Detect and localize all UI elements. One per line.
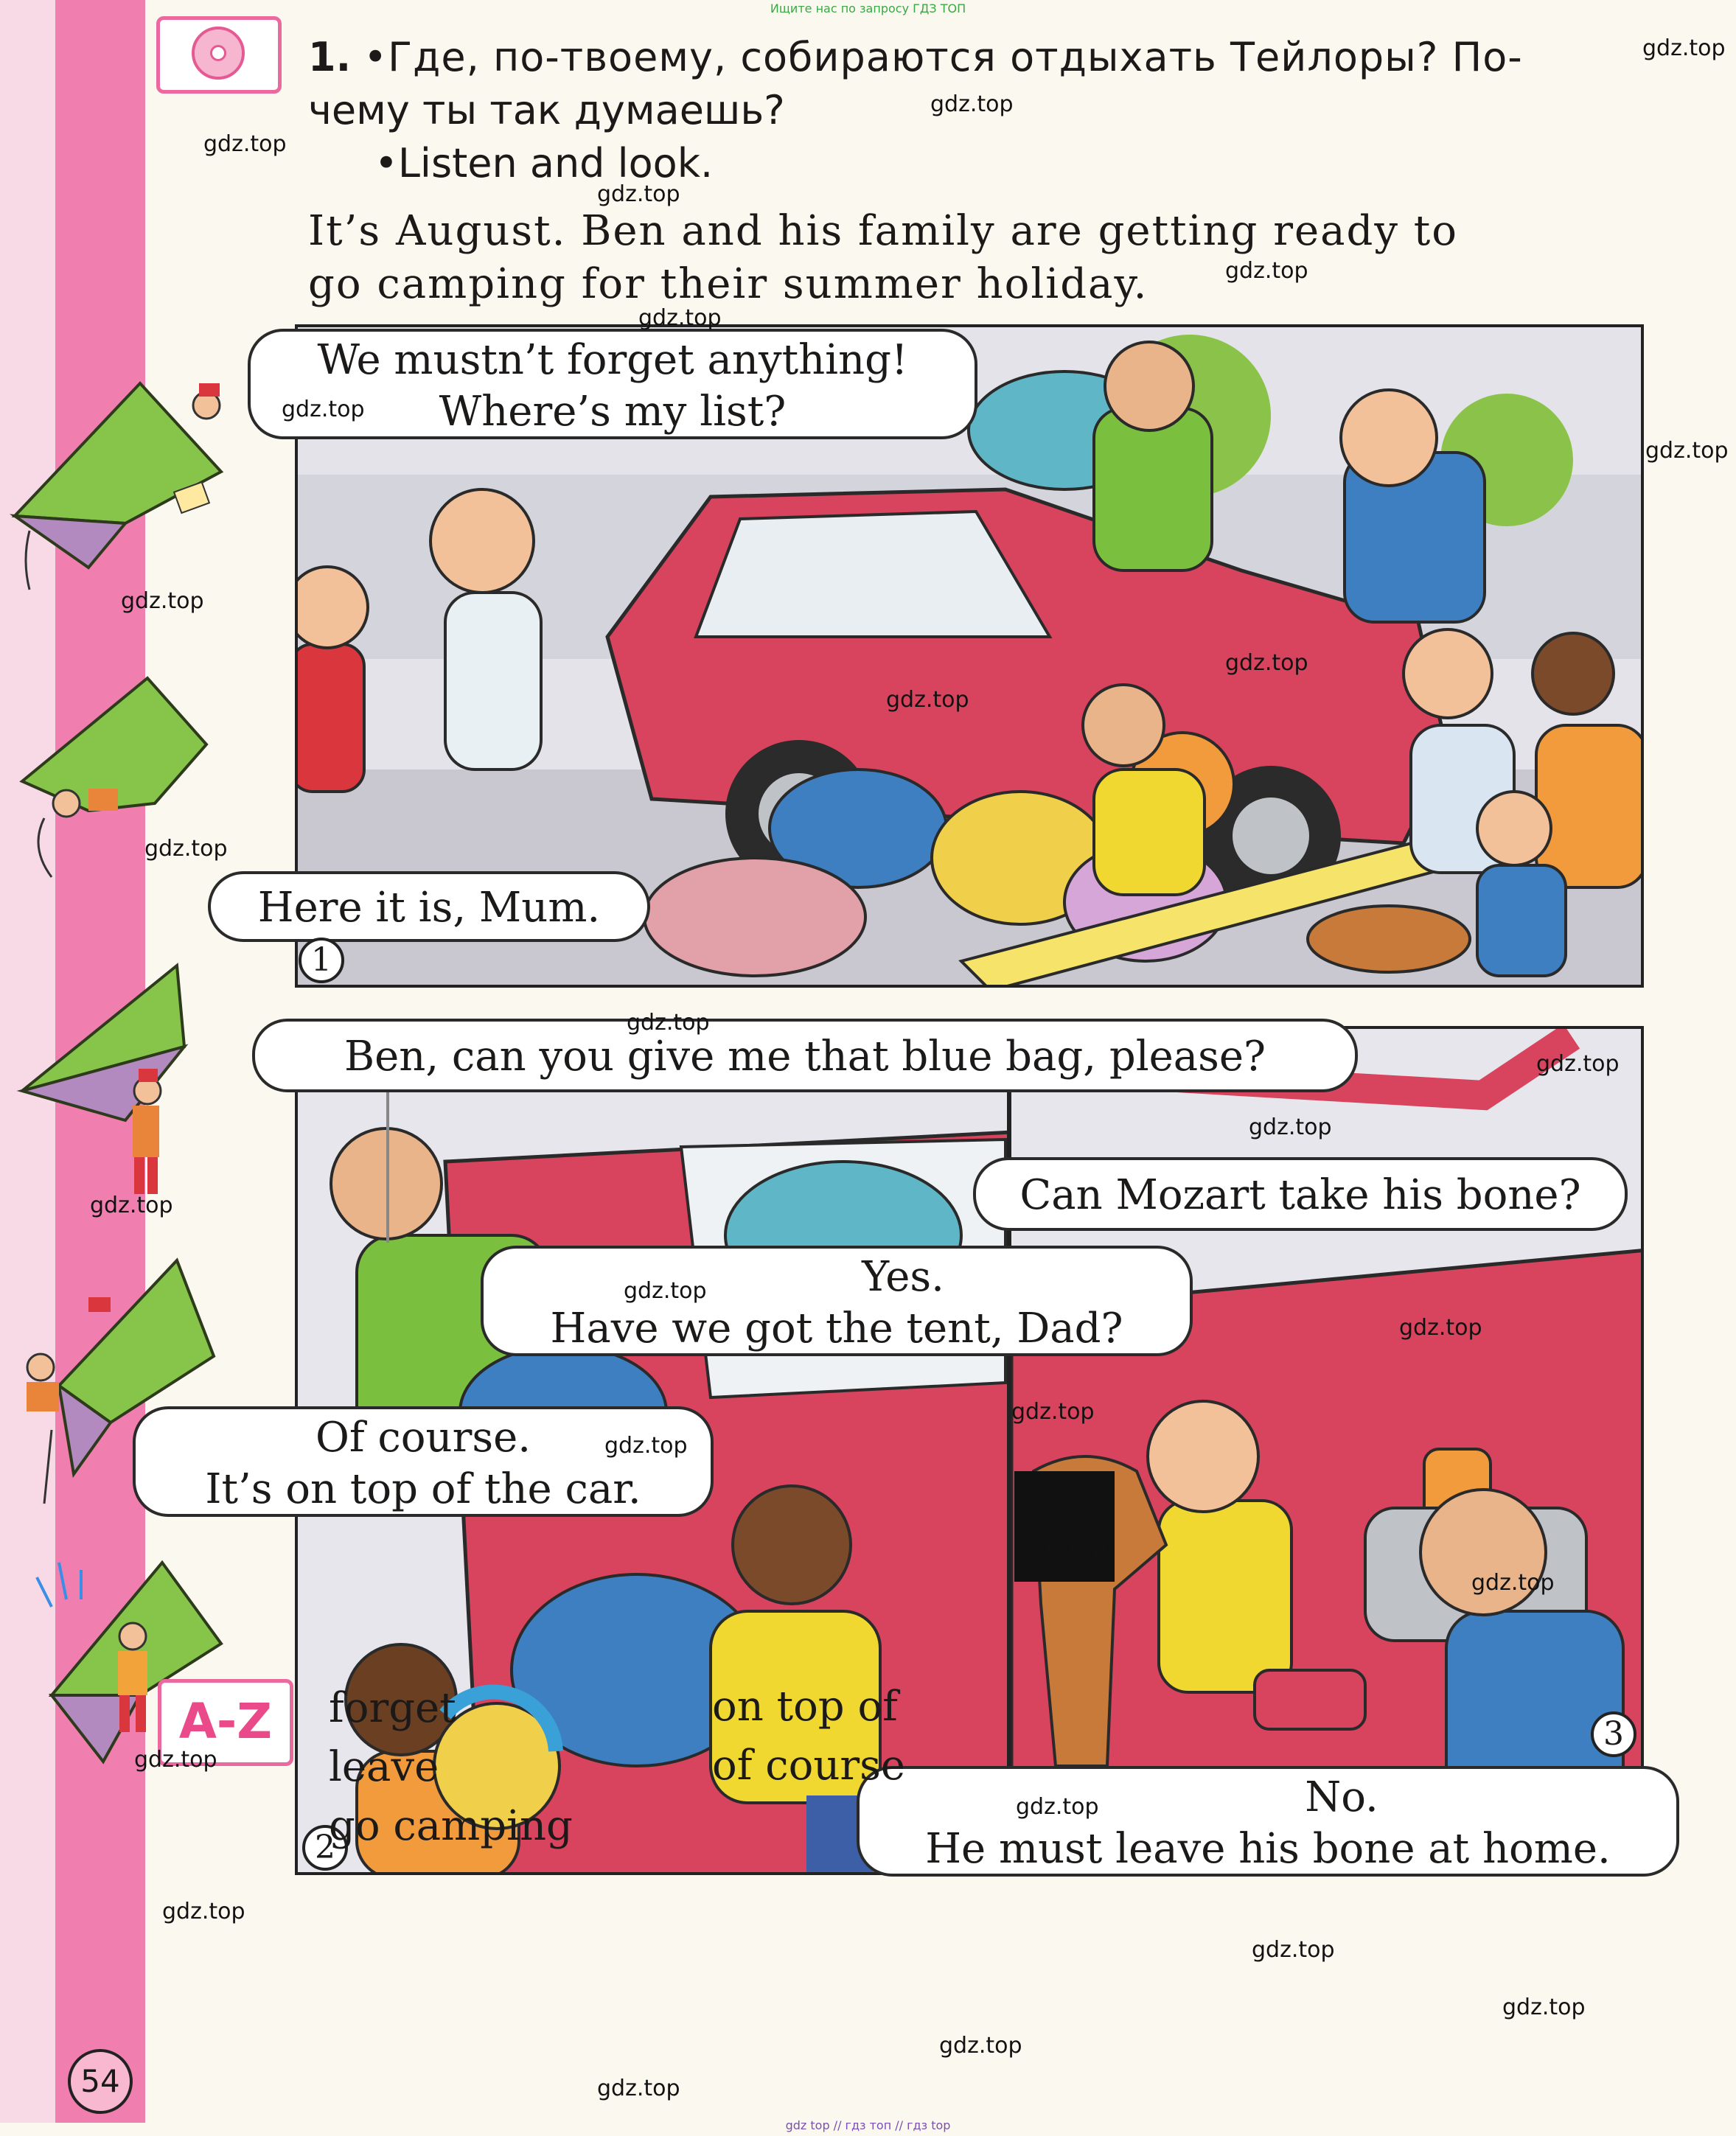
- top-banner: Ищите нас по запросу ГДЗ ТОП: [770, 1, 966, 15]
- kites-illustration: [0, 354, 251, 1791]
- watermark: gdz.top: [1645, 438, 1729, 464]
- bottom-banner: gdz top // гдз топ // гдз top: [785, 2118, 951, 2132]
- watermark: gdz.top: [1399, 1315, 1482, 1341]
- panel-number-1: 1: [299, 938, 344, 983]
- watermark: gdz.top: [886, 687, 969, 713]
- watermark: gdz.top: [134, 1747, 217, 1773]
- bubble-text-line2: Have we got the tent, Dad?: [550, 1305, 1123, 1353]
- kite-3-icon: [22, 966, 184, 1194]
- exercise-heading: [308, 31, 1701, 84]
- watermark: gdz.top: [604, 1433, 688, 1459]
- bubble-text: Can Mozart take his bone?: [1019, 1171, 1581, 1219]
- watermark: gdz.top: [597, 181, 680, 207]
- speech-bubble-dad: [133, 1406, 714, 1517]
- watermark: gdz.top: [1536, 1051, 1620, 1077]
- exercise-instruction-en: •Listen and look.: [374, 140, 714, 186]
- intro-line-1: It’s August. Ben and his family are getting ready to: [308, 207, 1458, 255]
- panel-number-2: 2: [302, 1825, 348, 1871]
- exercise-number: 1.: [308, 34, 352, 80]
- vocab-word: on top of: [712, 1683, 898, 1731]
- watermark: gdz.top: [282, 397, 365, 422]
- watermark: gdz.top: [1023, 1536, 1106, 1562]
- watermark: gdz.top: [1642, 35, 1726, 61]
- bubble-text: Ben, can you give me that blue bag, please?: [344, 1033, 1266, 1081]
- speech-bubble-mum-blue-bag: [252, 1019, 1358, 1092]
- watermark: gdz.top: [203, 131, 287, 157]
- watermark: gdz.top: [1252, 1937, 1335, 1963]
- watermark: gdz.top: [1471, 1570, 1555, 1596]
- watermark: gdz.top: [939, 2033, 1022, 2059]
- bubble-text-line2: Where’s my list?: [439, 388, 787, 436]
- bubble-text-line1: We mustn’t forget anything!: [317, 336, 908, 384]
- speech-bubble-girl-mozart: [973, 1157, 1628, 1231]
- watermark: gdz.top: [90, 1193, 173, 1218]
- comic-panel-3: [1008, 1026, 1644, 1875]
- watermark: gdz.top: [1011, 1399, 1095, 1425]
- vocab-word: forget: [329, 1684, 456, 1732]
- vocabulary-column-2: [712, 1678, 905, 1795]
- kite-1-icon: [15, 383, 221, 590]
- exercise-instruction-ru-line2: чему ты так думаешь?: [308, 87, 785, 133]
- watermark: gdz.top: [597, 2076, 680, 2101]
- speech-bubble-mum: [248, 329, 977, 439]
- watermark: gdz.top: [162, 1899, 245, 1924]
- cd-hole-icon: [210, 45, 226, 61]
- bubble-text-line2: He must leave his bone at home.: [925, 1825, 1611, 1873]
- watermark: gdz.top: [1225, 258, 1308, 284]
- watermark: gdz.top: [1016, 1794, 1099, 1820]
- bubble-text-line1: Yes.: [862, 1253, 944, 1301]
- watermark: gdz.top: [930, 91, 1014, 117]
- exercise-instruction-ru-line1: •Где, по-твоему, собираются отдыхать Тейлоры? По-: [363, 34, 1523, 80]
- watermark: gdz.top: [627, 1010, 710, 1036]
- watermark: gdz.top: [144, 836, 228, 862]
- bubble-text-line1: Of course.: [315, 1414, 531, 1462]
- speech-bubble-ben-bone: [857, 1766, 1679, 1877]
- page-number: 54: [68, 2049, 133, 2114]
- panel-3-illustration: [1011, 1029, 1644, 1875]
- vocab-word: go camping: [329, 1802, 573, 1850]
- vocab-word: leave: [329, 1743, 439, 1791]
- speech-bubble-ben-tent: [481, 1246, 1193, 1356]
- az-vocabulary-badge: A-Z: [158, 1679, 293, 1766]
- vocab-word: of course: [712, 1742, 906, 1790]
- watermark: gdz.top: [1249, 1114, 1332, 1140]
- watermark: gdz.top: [1225, 650, 1308, 676]
- watermark: gdz.top: [624, 1278, 707, 1304]
- intro-line-2: go camping for their summer holiday.: [308, 260, 1148, 308]
- watermark: gdz.top: [121, 588, 204, 614]
- bubble-text-line2: It’s on top of the car.: [205, 1465, 641, 1513]
- watermark: gdz.top: [1502, 1994, 1586, 2020]
- panel-number-3: 3: [1591, 1711, 1636, 1757]
- vocabulary-column-1: [329, 1679, 573, 1856]
- bubble-text: Here it is, Mum.: [257, 884, 601, 932]
- watermark: gdz.top: [638, 305, 722, 331]
- bubble-text-line1: No.: [1305, 1773, 1378, 1821]
- speech-bubble-ben: [208, 871, 650, 942]
